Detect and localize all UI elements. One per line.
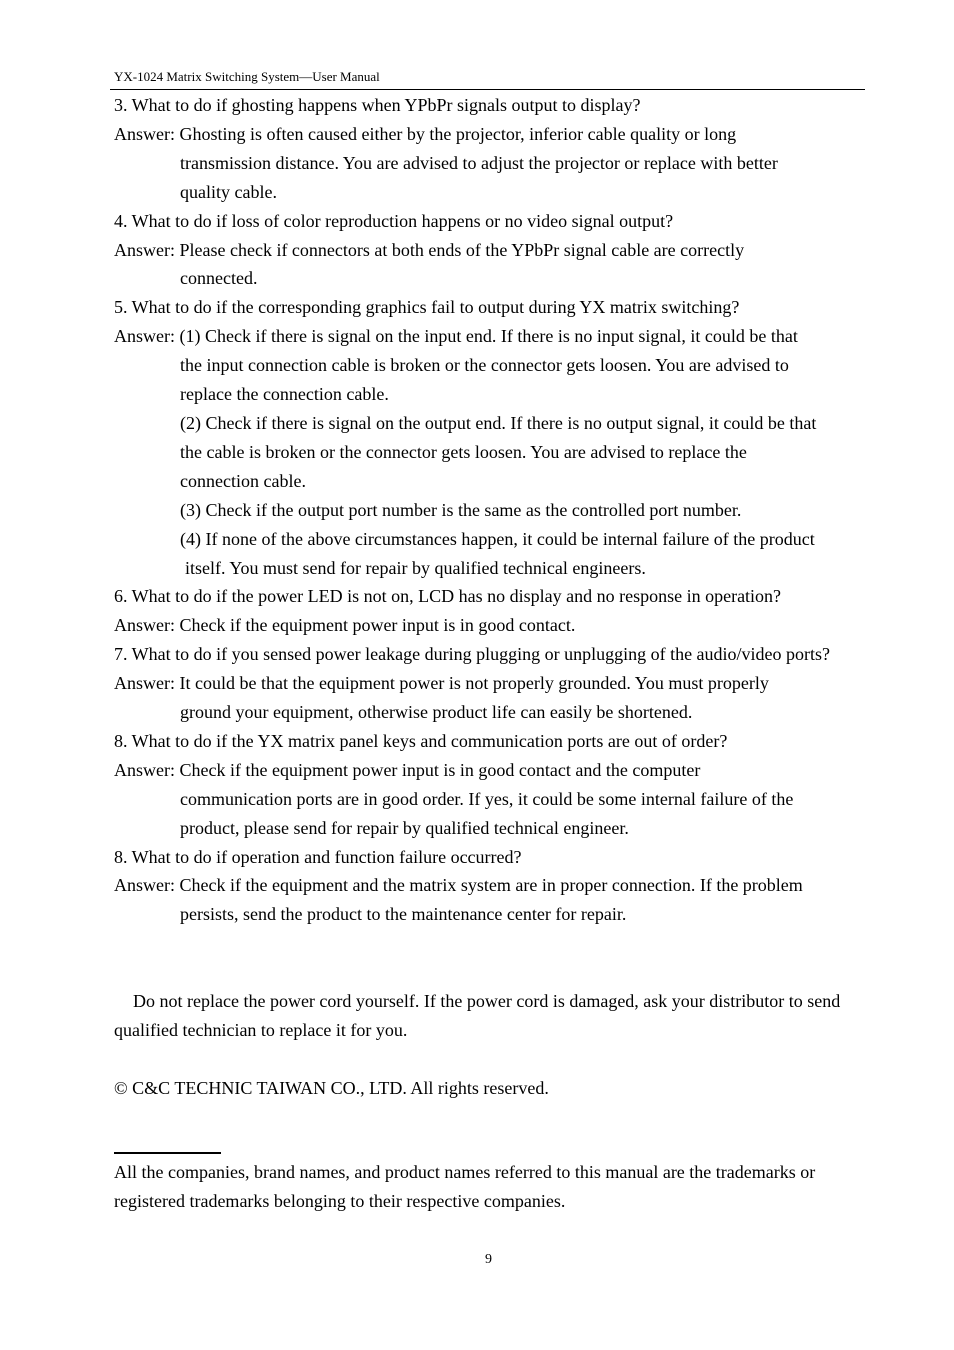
trademark-footnote: All the companies, brand names, and product names referred to this manual are the trademarks or registered trademarks belonging to their respective companies.: [114, 1162, 816, 1211]
faq-answer-6-line-1: Answer: Check if the equipment power input is in good contact.: [114, 615, 576, 636]
faq-answer-8b-line-1: Answer: Check if the equipment and the matrix system are in proper connection. If the problem: [114, 875, 803, 896]
faq-answer-7-line-1: Answer: It could be that the equipment power is not properly grounded. You must properly: [114, 673, 769, 694]
running-header: YX-1024 Matrix Switching System—User Manual: [114, 69, 380, 84]
faq-body: [114, 91, 874, 1103]
header-rule: [110, 89, 865, 90]
faq-answer-4-line-1: Answer: Please check if connectors at both ends of the YPbPr signal cable are correctly: [114, 239, 745, 260]
faq-answer-5-line-2: the input connection cable is broken or the connector gets loosen. You are advised to: [180, 355, 789, 376]
page-number: 9: [485, 1252, 492, 1267]
faq-question-6: 6. What to do if the power LED is not on, LCD has no display and no response in operation?: [114, 586, 782, 607]
faq-answer-3-line-2: transmission distance. You are advised to adjust the projector or replace with better: [180, 152, 778, 173]
faq-question-5: 5. What to do if the corresponding graphics fail to output during YX matrix switching?: [114, 297, 740, 318]
faq-answer-5-line-8: (4) If none of the above circumstances happen, it could be internal failure of the product: [180, 528, 815, 549]
footnote-rule: [114, 1152, 221, 1154]
faq-answer-8a-line-3: product, please send for repair by qualified technical engineer.: [180, 817, 629, 838]
faq-question-3: 3. What to do if ghosting happens when YPbPr signals output to display?: [114, 95, 641, 115]
section-spacer: [114, 929, 874, 987]
faq-question-7: 7. What to do if you sensed power leakage during plugging or unplugging of the audio/video ports?: [114, 644, 831, 665]
copyright-notice: © C&C TECHNIC TAIWAN CO., LTD. All rights reserved.: [114, 1077, 549, 1098]
faq-answer-5-line-3: replace the connection cable.: [180, 384, 389, 405]
faq-question-8b: 8. What to do if operation and function failure occurred?: [114, 846, 522, 867]
paragraph-spacer: [114, 1045, 874, 1074]
faq-answer-4-line-2: connected.: [180, 268, 258, 289]
faq-answer-7-line-2: ground your equipment, otherwise product life can easily be shortened.: [180, 702, 693, 723]
faq-answer-5-line-4: (2) Check if there is signal on the output end. If there is no output signal, it could be that: [180, 412, 817, 433]
faq-question-4: 4. What to do if loss of color reproduction happens or no video signal output?: [114, 210, 674, 231]
faq-answer-5-line-7: (3) Check if the output port number is the same as the controlled port number.: [180, 499, 742, 520]
faq-answer-8b-line-2: persists, send the product to the maintenance center for repair.: [180, 904, 627, 925]
faq-answer-5-line-1: Answer: (1) Check if there is signal on the input end. If there is no input signal, it could be that: [114, 326, 798, 347]
faq-question-8a: 8. What to do if the YX matrix panel keys and communication ports are out of order?: [114, 730, 728, 751]
faq-answer-5-line-9: itself. You must send for repair by qualified technical engineers.: [185, 557, 646, 578]
power-cord-warning: Do not replace the power cord yourself. If the power cord is damaged, ask your distributor to send qualified technician to replace it for you.: [114, 991, 841, 1040]
faq-answer-3-line-1: Answer: Ghosting is often caused either by the projector, inferior cable quality or long: [114, 123, 737, 144]
faq-answer-8a-line-2: communication ports are in good order. If yes, it could be some internal failure of the: [180, 788, 794, 809]
faq-answer-3-line-3: quality cable.: [180, 181, 277, 202]
faq-answer-5-line-6: connection cable.: [180, 470, 306, 491]
faq-answer-8a-line-1: Answer: Check if the equipment power input is in good contact and the computer: [114, 759, 701, 780]
faq-answer-5-line-5: the cable is broken or the connector gets loosen. You are advised to replace the: [180, 441, 747, 462]
